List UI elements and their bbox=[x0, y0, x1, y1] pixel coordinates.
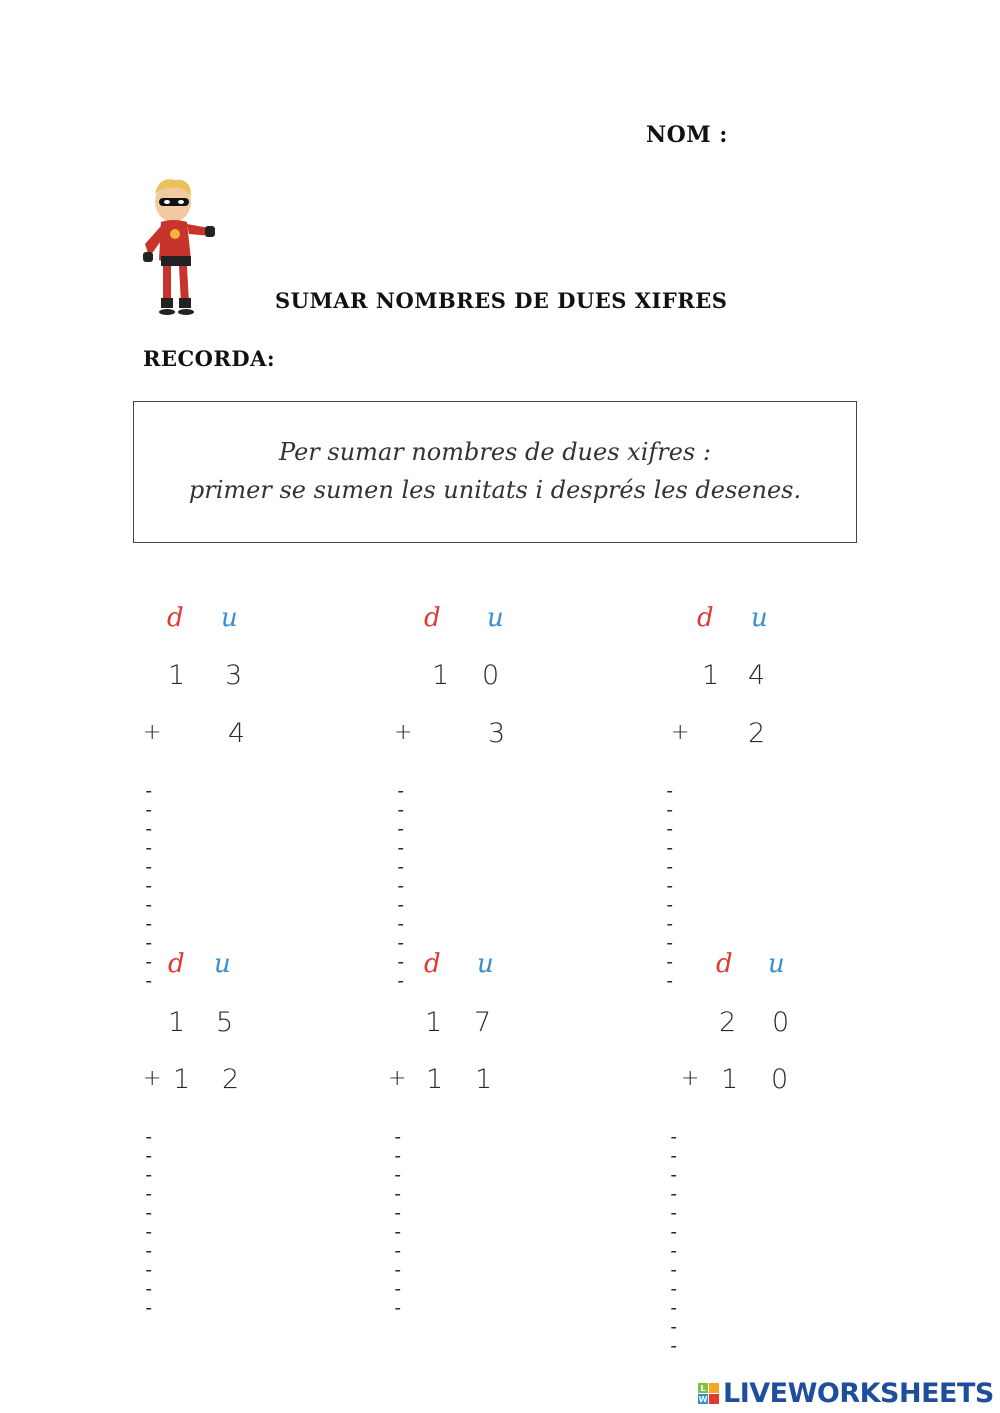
units-label: u bbox=[487, 603, 504, 633]
name-label: NOM : bbox=[646, 122, 728, 148]
plus-sign: + bbox=[143, 1066, 162, 1091]
bottom-tens: 1 bbox=[721, 1064, 739, 1095]
top-units: 5 bbox=[216, 1007, 234, 1038]
bottom-tens: 1 bbox=[173, 1064, 191, 1095]
plus-sign: + bbox=[143, 720, 162, 745]
page-title: SUMAR NOMBRES DE DUES XIFRES bbox=[275, 288, 728, 313]
top-units: 3 bbox=[225, 660, 243, 691]
bottom-tens: 1 bbox=[426, 1064, 444, 1095]
top-tens: 1 bbox=[168, 1007, 186, 1038]
liveworksheets-logo bbox=[698, 1378, 994, 1408]
top-tens: 1 bbox=[702, 660, 720, 691]
tens-label: d bbox=[167, 603, 184, 633]
units-label: u bbox=[768, 949, 785, 979]
top-tens: 2 bbox=[719, 1007, 737, 1038]
top-tens: 1 bbox=[432, 660, 450, 691]
bottom-units: 0 bbox=[771, 1064, 789, 1095]
rule-line-2: primer se sumen les unitats i després les desenes. bbox=[188, 476, 802, 504]
units-label: u bbox=[221, 603, 238, 633]
remember-label: RECORDA: bbox=[143, 346, 276, 371]
tens-label: d bbox=[424, 949, 441, 979]
result-line: ------------ bbox=[668, 1126, 681, 1357]
plus-sign: + bbox=[388, 1066, 407, 1091]
top-units: 4 bbox=[748, 660, 766, 691]
liveworksheets-brand: LIVEWORKSHEETS bbox=[723, 1377, 994, 1409]
bottom-units: 3 bbox=[488, 718, 506, 749]
plus-sign: + bbox=[671, 720, 690, 745]
cube-letter-l: L bbox=[700, 1384, 706, 1393]
result-line: ----------- bbox=[664, 780, 677, 992]
result-line: ---------- bbox=[143, 1126, 156, 1319]
units-label: u bbox=[214, 949, 231, 979]
rule-box bbox=[133, 401, 857, 543]
liveworksheets-cube-icon bbox=[698, 1381, 720, 1405]
rule-line-1: Per sumar nombres de dues xifres : bbox=[279, 438, 711, 466]
units-label: u bbox=[477, 949, 494, 979]
result-line: ---------- bbox=[392, 1126, 405, 1319]
bottom-units: 2 bbox=[222, 1064, 240, 1095]
units-label: u bbox=[751, 603, 768, 633]
bottom-units: 1 bbox=[475, 1064, 493, 1095]
bottom-units: 4 bbox=[228, 718, 246, 749]
tens-label: d bbox=[697, 603, 714, 633]
bottom-units: 2 bbox=[748, 718, 766, 749]
plus-sign: + bbox=[394, 720, 413, 745]
tens-label: d bbox=[424, 603, 441, 633]
top-units: 7 bbox=[474, 1007, 492, 1038]
result-line: ----------- bbox=[395, 780, 408, 992]
top-tens: 1 bbox=[168, 660, 186, 691]
tens-label: d bbox=[716, 949, 733, 979]
plus-sign: + bbox=[681, 1066, 700, 1091]
tens-label: d bbox=[168, 949, 185, 979]
cube-letter-w: W bbox=[698, 1395, 708, 1404]
result-line: ----------- bbox=[143, 780, 156, 992]
top-units: 0 bbox=[772, 1007, 790, 1038]
top-tens: 1 bbox=[425, 1007, 443, 1038]
superhero-boy-illustration bbox=[137, 172, 219, 317]
top-units: 0 bbox=[482, 660, 500, 691]
